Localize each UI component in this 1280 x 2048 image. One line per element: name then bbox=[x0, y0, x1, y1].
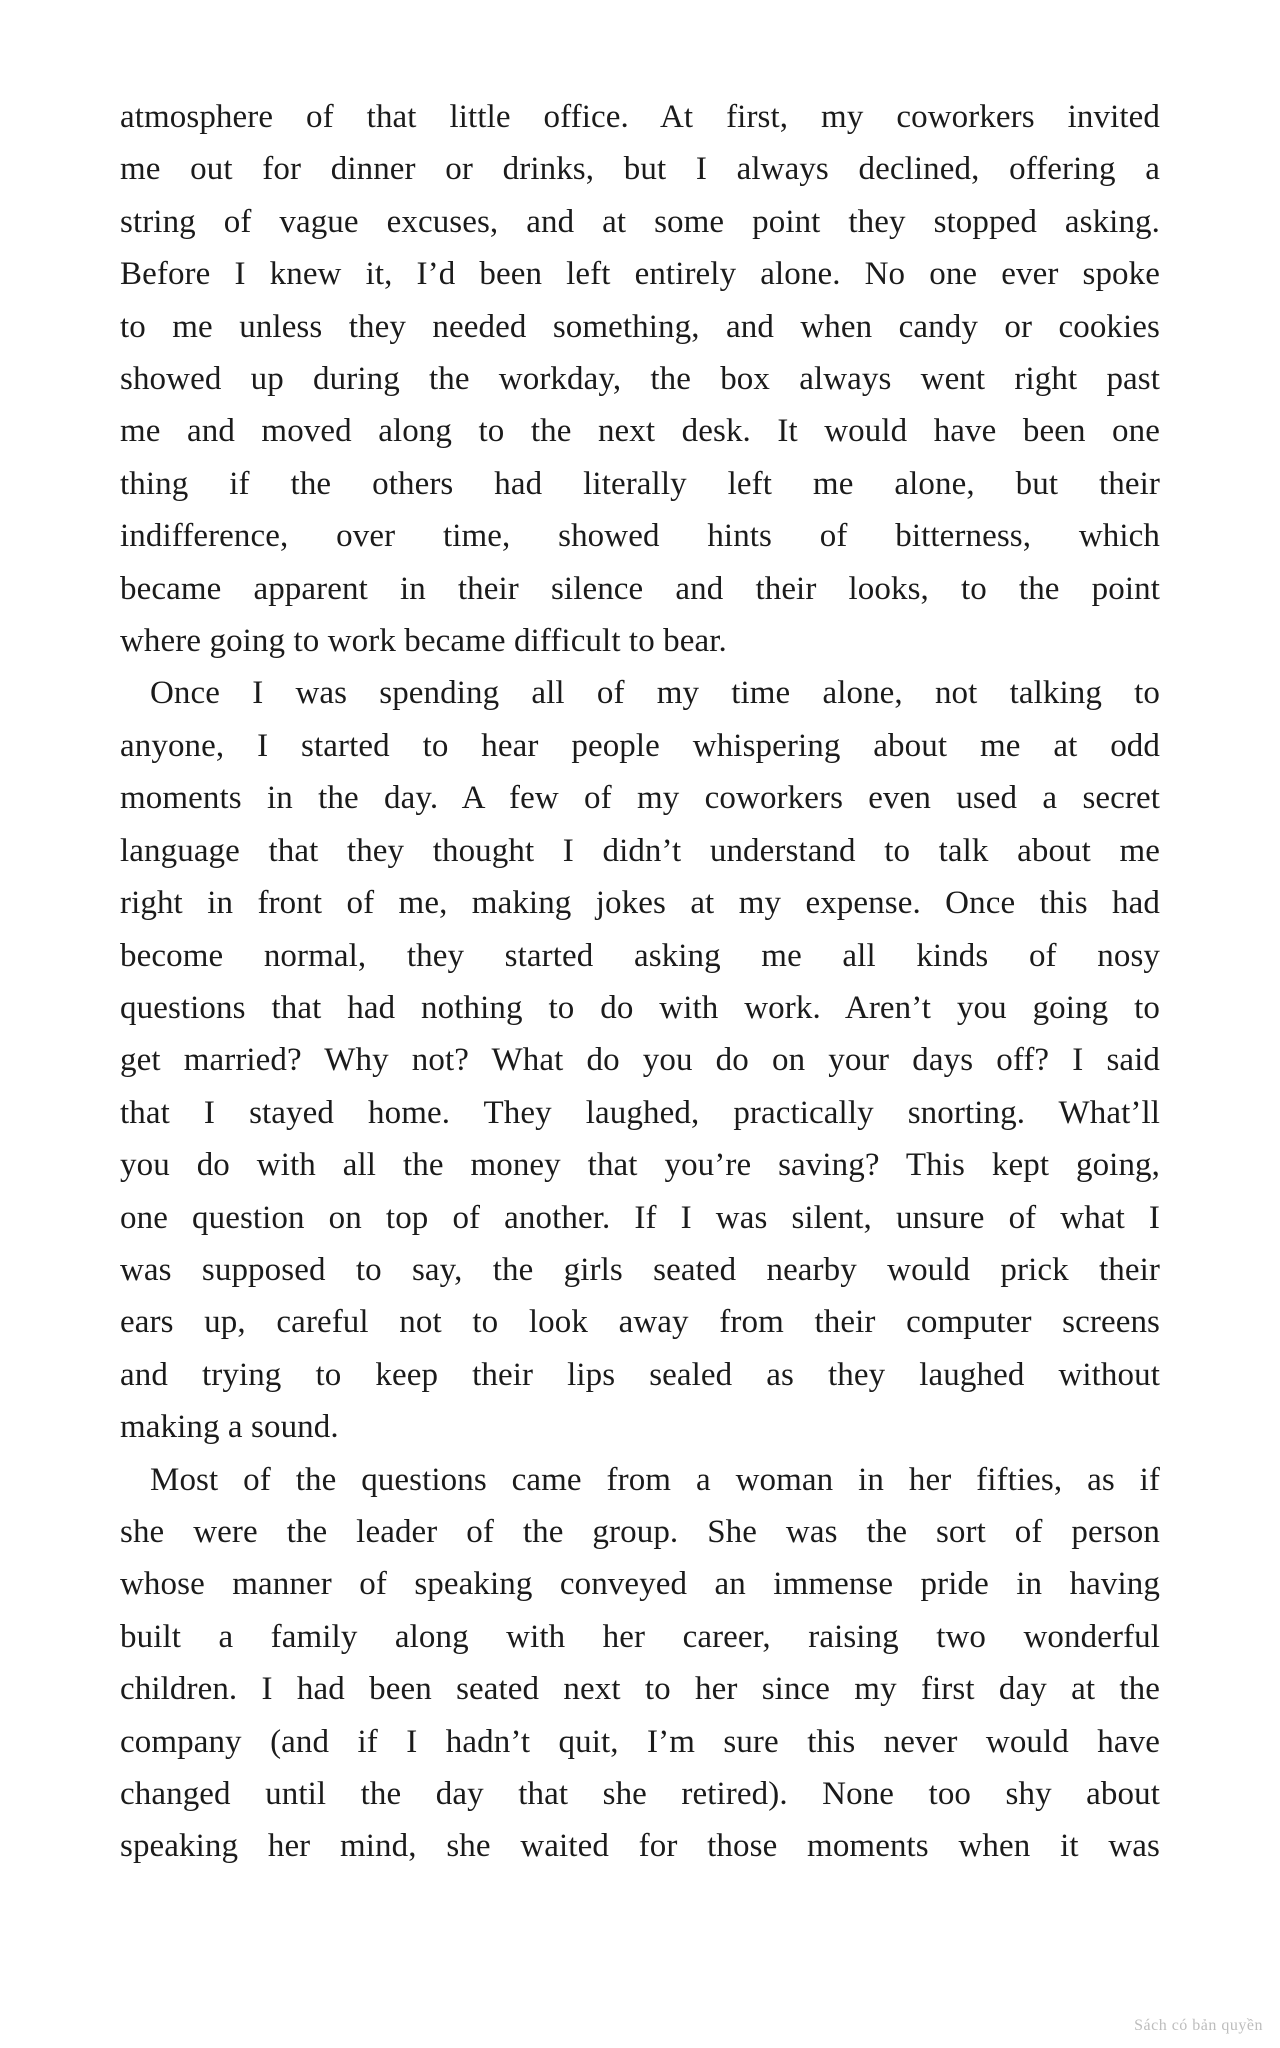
text-line: Once I was spending all of my time alone, not talking to bbox=[150, 675, 1160, 712]
text-line: get married? Why not? What do you do on your days off? I said bbox=[120, 1042, 1160, 1079]
text-line: Before I knew it, I’d been left entirely alone. No one ever spoke bbox=[120, 256, 1160, 293]
text-line: was supposed to say, the girls seated nearby would prick their bbox=[120, 1251, 1160, 1288]
text-line: Most of the questions came from a woman in her fifties, as if bbox=[150, 1461, 1160, 1498]
text-line: one question on top of another. If I was silent, unsure of what I bbox=[120, 1199, 1160, 1236]
text-line: and trying to keep their lips sealed as they laughed without bbox=[120, 1356, 1160, 1393]
text-line: company (and if I hadn’t quit, I’m sure this never would have bbox=[120, 1723, 1160, 1760]
text-line: ears up, careful not to look away from their computer screens bbox=[120, 1304, 1160, 1341]
paragraph bbox=[120, 667, 1160, 1453]
paragraph bbox=[120, 91, 1160, 667]
text-line: right in front of me, making jokes at my expense. Once this had bbox=[120, 885, 1160, 922]
text-line: thing if the others had literally left me alone, but their bbox=[120, 465, 1160, 502]
text-line: where going to work became difficult to bear. bbox=[120, 623, 727, 660]
text-line: atmosphere of that little office. At first, my coworkers invited bbox=[120, 99, 1160, 135]
text-line: you do with all the money that you’re saving? This kept going, bbox=[120, 1147, 1160, 1184]
text-line: indifference, over time, showed hints of bitterness, which bbox=[120, 518, 1160, 555]
text-line: changed until the day that she retired). None too shy about bbox=[120, 1776, 1160, 1812]
text-line: moments in the day. A few of my coworkers even used a secret bbox=[120, 780, 1160, 817]
text-line: questions that had nothing to do with work. Aren’t you going to bbox=[120, 989, 1160, 1026]
text-line: anyone, I started to hear people whispering about me at odd bbox=[120, 727, 1160, 764]
text-line: making a sound. bbox=[120, 1409, 339, 1446]
copyright-watermark: Sách có bản quyền bbox=[1134, 2017, 1263, 2034]
page-text-block bbox=[120, 91, 1160, 1873]
text-line: language that they thought I didn’t understand to talk about me bbox=[120, 832, 1160, 869]
text-line: to me unless they needed something, and when candy or cookies bbox=[120, 308, 1160, 345]
text-line: children. I had been seated next to her since my first day at the bbox=[120, 1671, 1160, 1708]
text-line: become normal, they started asking me all kinds of nosy bbox=[120, 937, 1160, 974]
text-line: that I stayed home. They laughed, practically snorting. What’ll bbox=[120, 1094, 1160, 1131]
text-line: showed up during the workday, the box always went right past bbox=[120, 361, 1160, 398]
text-line: me and moved along to the next desk. It would have been one bbox=[120, 413, 1160, 450]
text-line: built a family along with her career, raising two wonderful bbox=[120, 1618, 1160, 1655]
paragraph bbox=[120, 1454, 1160, 1873]
text-line: me out for dinner or drinks, but I always declined, offering a bbox=[120, 151, 1160, 188]
text-line: speaking her mind, she waited for those moments when it was bbox=[120, 1828, 1160, 1865]
text-line: whose manner of speaking conveyed an immense pride in having bbox=[120, 1566, 1160, 1603]
text-line: became apparent in their silence and their looks, to the point bbox=[120, 570, 1160, 607]
text-line: she were the leader of the group. She was the sort of person bbox=[120, 1513, 1160, 1550]
text-line: string of vague excuses, and at some point they stopped asking. bbox=[120, 203, 1160, 240]
